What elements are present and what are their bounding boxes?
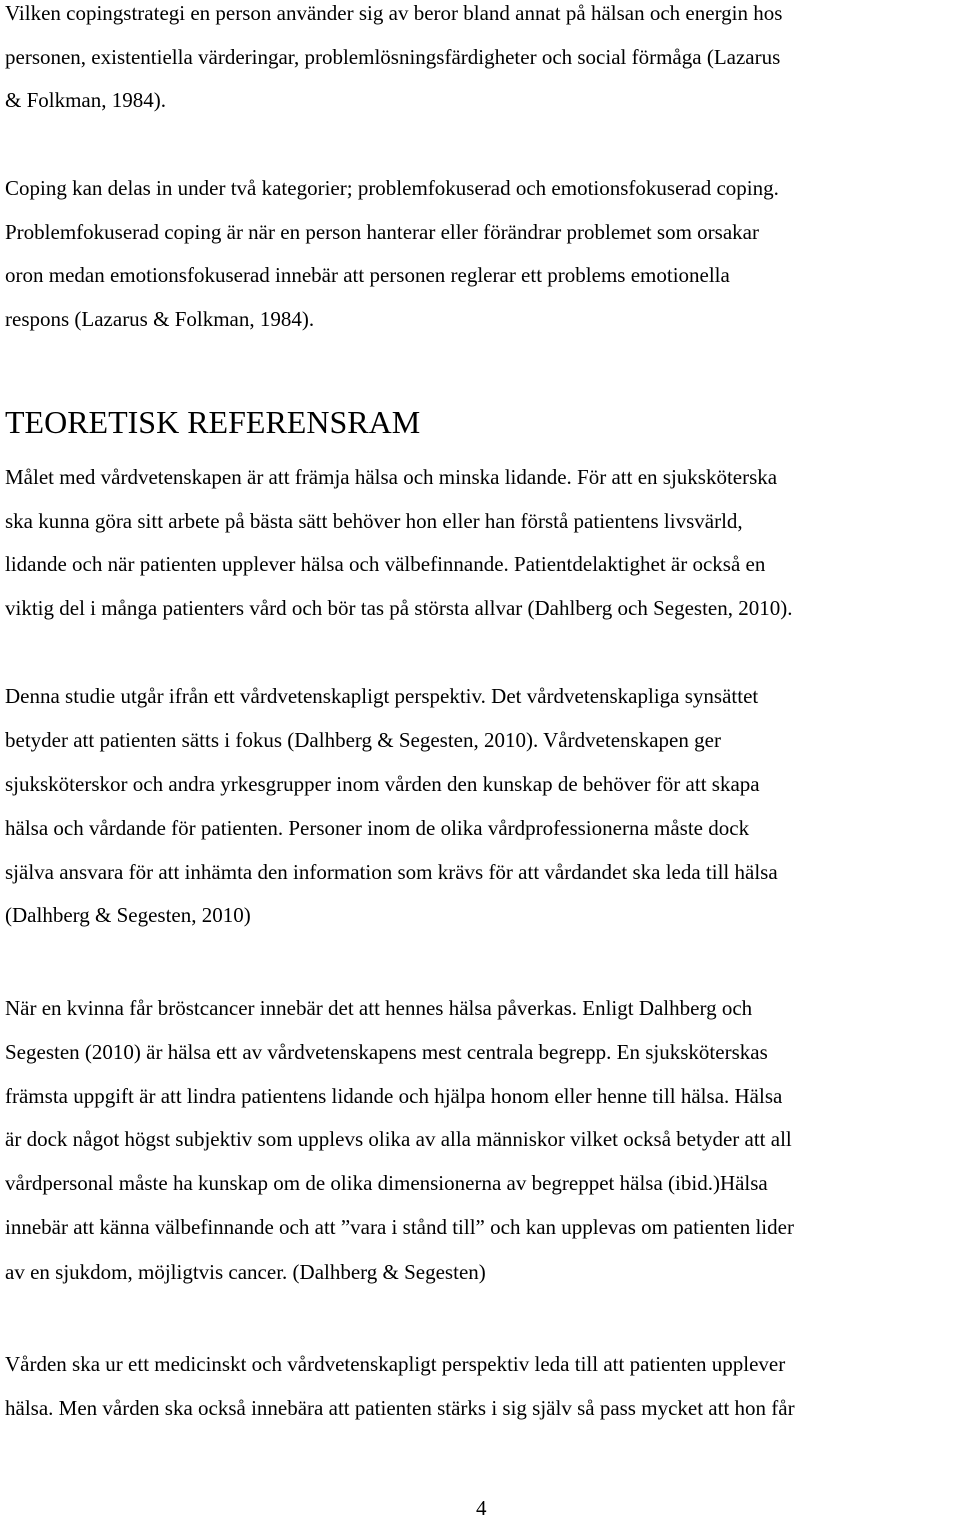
text-line: Vilken copingstrategi en person använder sig av beror bland annat på hälsan och energin hos: [5, 1, 783, 25]
text-line: vårdpersonal måste ha kunskap om de olika dimensionerna av begreppet hälsa (ibid.)Hälsa: [5, 1171, 768, 1195]
text-line: & Folkman, 1984).: [5, 88, 166, 112]
text-line: Vården ska ur ett medicinskt och vårdvetenskapligt perspektiv leda till att patienten upplever: [5, 1352, 786, 1376]
page-number: 4: [476, 1496, 487, 1520]
text-line: Segesten (2010) är hälsa ett av vårdvetenskapens mest centrala begrepp. En sjuksköterskas: [5, 1040, 768, 1064]
text-line: främsta uppgift är att lindra patientens lidande och hjälpa honom eller henne till hälsa. Hälsa: [5, 1084, 783, 1108]
text-line: Problemfokuserad coping är när en person hanterar eller förändrar problemet som orsakar: [5, 220, 759, 244]
text-line: är dock något högst subjektiv som upplevs olika av alla människor vilket också betyder att all: [5, 1127, 792, 1151]
text-line: viktig del i många patienters vård och bör tas på största allvar (Dahlberg och Segesten, 2010).: [5, 596, 793, 620]
text-line: av en sjukdom, möjligtvis cancer. (Dalhberg & Segesten): [5, 1260, 486, 1284]
text-line: innebär att känna välbefinnande och att ”vara i stånd till” och kan upplevas om patienten lider: [5, 1215, 794, 1239]
text-line: respons (Lazarus & Folkman, 1984).: [5, 307, 315, 331]
text-line: lidande och när patienten upplever hälsa och välbefinnande. Patientdelaktighet är också en: [5, 552, 766, 576]
text-line: Målet med vårdvetenskapen är att främja hälsa och minska lidande. För att en sjuksköterska: [5, 465, 778, 489]
text-line: personen, existentiella värderingar, problemlösningsfärdigheter och social förmåga (Lazarus: [5, 45, 781, 69]
text-line: oron medan emotionsfokuserad innebär att personen reglerar ett problems emotionella: [5, 263, 730, 287]
text-line: ska kunna göra sitt arbete på bästa sätt behöver hon eller han förstå patientens livsvärld,: [5, 509, 743, 533]
text-line: När en kvinna får bröstcancer innebär det att hennes hälsa påverkas. Enligt Dalhberg och: [5, 996, 753, 1020]
text-line: Denna studie utgår ifrån ett vårdvetenskapligt perspektiv. Det vårdvetenskapliga synsättet: [5, 684, 759, 708]
text-line: sjuksköterskor och andra yrkesgrupper inom vården den kunskap de behöver för att skapa: [5, 772, 760, 796]
text-line: hälsa och vårdande för patienten. Personer inom de olika vårdprofessionerna måste dock: [5, 816, 750, 840]
text-line: (Dalhberg & Segesten, 2010): [5, 903, 251, 927]
text-line: hälsa. Men vården ska också innebära att patienten stärks i sig själv så pass mycket att hon får: [5, 1396, 795, 1420]
text-line: betyder att patienten sätts i fokus (Dalhberg & Segesten, 2010). Vårdvetenskapen ger: [5, 728, 721, 752]
section-heading: TEORETISK REFERENSRAM: [5, 404, 421, 440]
text-line: Coping kan delas in under två kategorier; problemfokuserad och emotionsfokuserad coping.: [5, 176, 779, 200]
text-line: själva ansvara för att inhämta den information som krävs för att vårdandet ska leda till hälsa: [5, 860, 778, 884]
